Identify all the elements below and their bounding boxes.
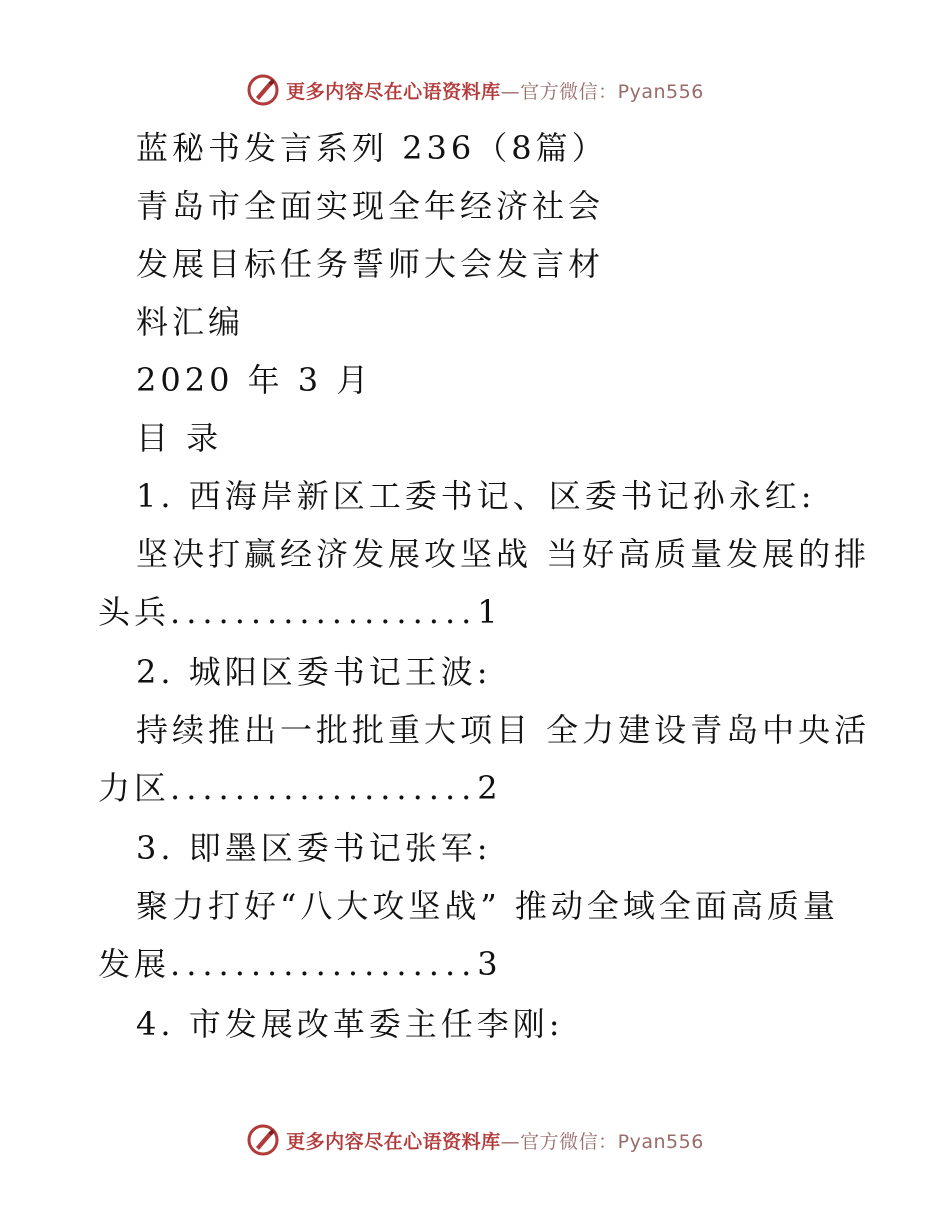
toc-entry-3-title[interactable]: 聚力打好“八大攻坚战” 推动全域全面高质量	[136, 887, 839, 925]
header-banner	[0, 70, 950, 110]
pen-logo-icon	[246, 73, 280, 107]
banner-lead: 更多内容尽在心语资料库	[286, 1130, 501, 1153]
toc-entry-2-title-end: 力区	[98, 769, 171, 807]
banner-tail: —官方微信：Pyan556	[500, 80, 704, 103]
toc-leader-dots: ...................	[170, 593, 478, 631]
toc-leader-dots: ...................	[170, 769, 478, 807]
toc-heading: 目 录	[136, 419, 223, 457]
toc-entry-4-speaker: 4. 市发展改革委主任李刚:	[136, 1005, 564, 1043]
toc-page-number: 2	[477, 769, 502, 807]
pen-logo-icon	[246, 1123, 280, 1157]
banner-tail: —官方微信：Pyan556	[500, 1130, 704, 1153]
doc-title-line3: 料汇编	[136, 303, 245, 341]
banner-lead: 更多内容尽在心语资料库	[286, 80, 501, 103]
toc-entry-2-title[interactable]: 持续推出一批批重大项目 全力建设青岛中央活	[136, 711, 871, 749]
toc-entry-2-speaker: 2. 城阳区委书记王波:	[136, 653, 492, 691]
series-title: 蓝秘书发言系列 236（8篇）	[136, 129, 608, 167]
footer-banner-text	[286, 1127, 704, 1154]
doc-date: 2020 年 3 月	[136, 361, 373, 399]
doc-title-line2: 发展目标任务誓师大会发言材	[136, 245, 605, 283]
footer-banner	[0, 1120, 950, 1160]
toc-entry-3-continuation[interactable]	[98, 944, 502, 984]
doc-title-line1: 青岛市全面实现全年经济社会	[136, 187, 605, 225]
toc-entry-1-speaker: 1. 西海岸新区工委书记、区委书记孙永红:	[136, 477, 816, 515]
toc-entry-2-continuation[interactable]	[98, 768, 502, 808]
toc-entry-1-title-end: 头兵	[98, 593, 171, 631]
toc-entry-3-speaker: 3. 即墨区委书记张军:	[136, 829, 492, 867]
header-banner-text	[286, 77, 704, 104]
toc-entry-1-continuation[interactable]	[98, 592, 502, 632]
toc-leader-dots: ...................	[170, 945, 478, 983]
toc-entry-1-title[interactable]: 坚决打赢经济发展攻坚战 当好高质量发展的排	[136, 535, 871, 573]
toc-entry-3-title-end: 发展	[98, 945, 171, 983]
toc-page-number: 1	[477, 593, 502, 631]
toc-page-number: 3	[477, 945, 502, 983]
